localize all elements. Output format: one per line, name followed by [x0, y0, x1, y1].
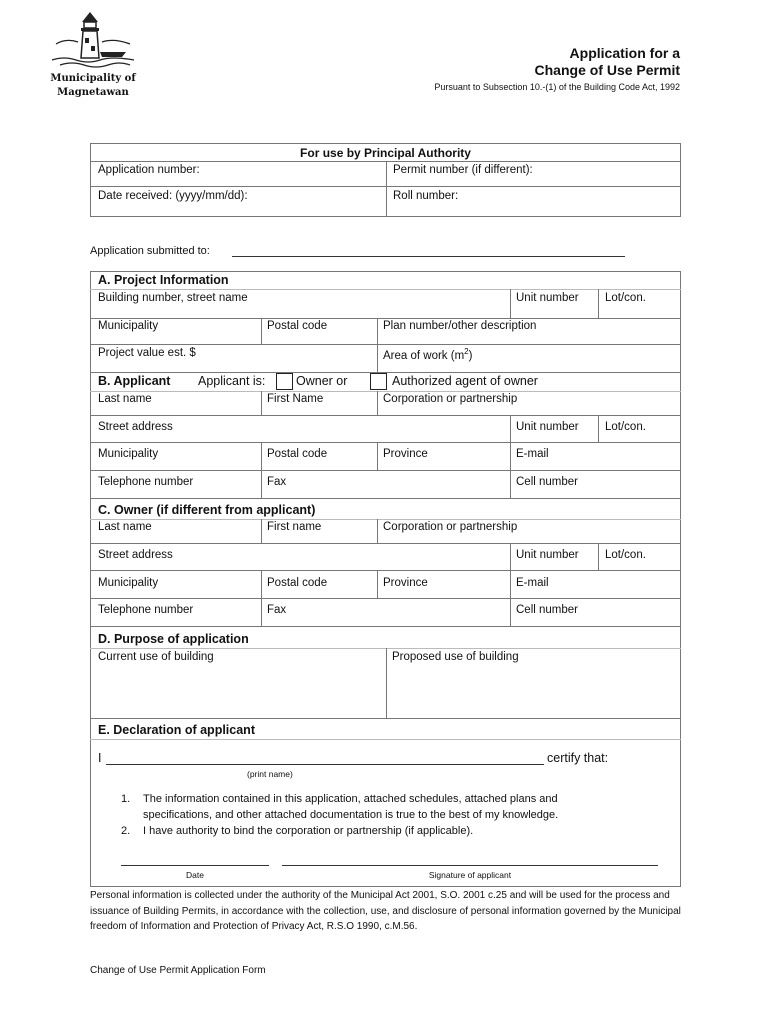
section-b-title: B. Applicant — [98, 374, 171, 388]
title-line2: Change of Use Permit — [534, 62, 680, 78]
divider — [598, 289, 599, 318]
applicant-first-name-field[interactable]: First Name — [267, 393, 324, 405]
declaration-item-1: The information contained in this application, attached schedules, attached plans and specifications, and other attached documentation is true to the best of my knowledge. — [143, 793, 559, 821]
owner-postal-field[interactable]: Postal code — [267, 577, 328, 589]
applicant-cell-field[interactable]: Cell number — [516, 476, 578, 488]
section-c-title: C. Owner (if different from applicant) — [98, 503, 316, 517]
logo-line2: Magnetawan — [57, 87, 129, 98]
agent-option-label: Authorized agent of owner — [392, 374, 538, 388]
document-header — [434, 45, 680, 92]
submitted-to-field[interactable] — [232, 256, 625, 257]
building-street-field[interactable]: Building number, street name — [98, 292, 248, 304]
owner-unit-field[interactable]: Unit number — [516, 549, 579, 561]
signature-caption: Signature of applicant — [428, 870, 512, 880]
applicant-municipality-field[interactable]: Municipality — [98, 448, 159, 460]
divider — [598, 415, 599, 442]
divider — [90, 442, 681, 443]
area-of-work-field[interactable] — [383, 347, 472, 362]
declaration-prefix: I — [98, 751, 102, 765]
applicant-unit-field[interactable]: Unit number — [516, 421, 579, 433]
applicant-telephone-field[interactable]: Telephone number — [98, 476, 194, 488]
declaration-item-2: I have authority to bind the corporation or partnership (if applicable). — [143, 825, 474, 837]
proposed-use-field[interactable]: Proposed use of building — [392, 651, 519, 663]
divider — [90, 470, 681, 471]
municipality-logo — [50, 8, 136, 102]
owner-cell-field[interactable]: Cell number — [516, 604, 578, 616]
print-name-caption: (print name) — [247, 769, 293, 779]
subtitle: Pursuant to Subsection 10.-(1) of the Building Code Act, 1992 — [434, 82, 680, 92]
divider — [377, 391, 378, 415]
logo-line1: Municipality of — [50, 73, 136, 84]
owner-first-name-field[interactable]: First name — [267, 521, 322, 533]
owner-checkbox[interactable] — [276, 373, 293, 390]
project-municipality-field[interactable]: Municipality — [98, 320, 159, 332]
authority-title: For use by Principal Authority — [300, 146, 471, 160]
plan-number-field[interactable]: Plan number/other description — [383, 320, 537, 332]
divider — [510, 543, 511, 570]
divider — [261, 391, 262, 415]
divider — [90, 415, 681, 416]
divider — [90, 598, 681, 599]
owner-email-field[interactable]: E-mail — [516, 577, 549, 589]
submitted-to-label: Application submitted to: — [90, 245, 210, 257]
divider — [377, 318, 378, 372]
divider — [90, 498, 681, 499]
section-a-title: A. Project Information — [98, 273, 229, 287]
print-name-field[interactable] — [106, 764, 544, 765]
divider — [90, 318, 681, 319]
divider — [90, 570, 681, 571]
applicant-postal-field[interactable]: Postal code — [267, 448, 328, 460]
section-d-title: D. Purpose of application — [98, 632, 249, 646]
project-value-field[interactable]: Project value est. $ — [98, 347, 196, 359]
applicant-street-field[interactable]: Street address — [98, 421, 173, 433]
divider — [386, 648, 387, 718]
divider — [510, 415, 511, 442]
permit-number-field[interactable]: Permit number (if different): — [393, 164, 533, 176]
applicant-is-label: Applicant is: — [198, 374, 266, 388]
roll-number-field[interactable]: Roll number: — [393, 190, 459, 202]
applicant-corporation-field[interactable]: Corporation or partnership — [383, 393, 518, 405]
project-postal-field[interactable]: Postal code — [267, 320, 328, 332]
declaration-suffix: certify that: — [547, 751, 609, 765]
owner-last-name-field[interactable]: Last name — [98, 521, 152, 533]
divider — [377, 519, 378, 543]
divider — [386, 161, 387, 217]
divider — [90, 344, 681, 345]
divider — [90, 543, 681, 544]
date-caption: Date — [186, 870, 204, 880]
divider — [377, 442, 378, 470]
owner-telephone-field[interactable]: Telephone number — [98, 604, 194, 616]
divider — [377, 570, 378, 598]
area-label: Area of work (m — [383, 349, 465, 362]
owner-province-field[interactable]: Province — [383, 577, 428, 589]
declaration-item-2-number: 2. — [121, 825, 131, 837]
applicant-lot-field[interactable]: Lot/con. — [605, 421, 646, 433]
owner-fax-field[interactable]: Fax — [267, 604, 287, 616]
owner-municipality-field[interactable]: Municipality — [98, 577, 159, 589]
applicant-province-field[interactable]: Province — [383, 448, 428, 460]
divider — [598, 543, 599, 570]
owner-street-field[interactable]: Street address — [98, 549, 173, 561]
date-received-field[interactable]: Date received: (yyyy/mm/dd): — [98, 190, 248, 202]
divider — [261, 519, 262, 543]
applicant-signature-field[interactable] — [282, 865, 658, 866]
divider — [261, 318, 262, 344]
owner-corporation-field[interactable]: Corporation or partnership — [383, 521, 518, 533]
agent-checkbox[interactable] — [370, 373, 387, 390]
applicant-fax-field[interactable]: Fax — [267, 476, 287, 488]
divider — [90, 626, 681, 627]
owner-option-label: Owner or — [296, 374, 348, 388]
divider — [90, 391, 681, 392]
area-superscript: 2 — [464, 347, 469, 356]
project-unit-field[interactable]: Unit number — [516, 292, 579, 304]
lighthouse-icon — [50, 8, 136, 72]
owner-lot-field[interactable]: Lot/con. — [605, 549, 646, 561]
divider — [90, 739, 681, 740]
app-number-field[interactable]: Application number: — [98, 164, 200, 176]
divider — [90, 519, 681, 520]
area-close: ) — [468, 349, 473, 362]
section-e-title: E. Declaration of applicant — [98, 723, 255, 737]
page-footer: Change of Use Permit Application Form — [90, 965, 266, 976]
current-use-field[interactable]: Current use of building — [98, 651, 214, 663]
applicant-email-field[interactable]: E-mail — [516, 448, 549, 460]
declaration-item-1-number: 1. — [121, 793, 131, 805]
title-line1: Application for a — [569, 45, 680, 61]
divider — [90, 289, 681, 290]
privacy-note: Personal information is collected under the authority of the Municipal Act 2001, S.O. 2001 c.25 and will be used for the process and issuance of Building Permits, in accordance with the collection, use, and disclosure of personal information governed by the Municipal freedom of Information and Protection of Privacy Act, R.S.O 1990, c.M.56. — [90, 890, 681, 932]
applicant-last-name-field[interactable]: Last name — [98, 393, 152, 405]
divider — [510, 289, 511, 318]
date-signature-field[interactable] — [121, 865, 269, 866]
divider — [90, 718, 681, 719]
project-lot-field[interactable]: Lot/con. — [605, 292, 646, 304]
